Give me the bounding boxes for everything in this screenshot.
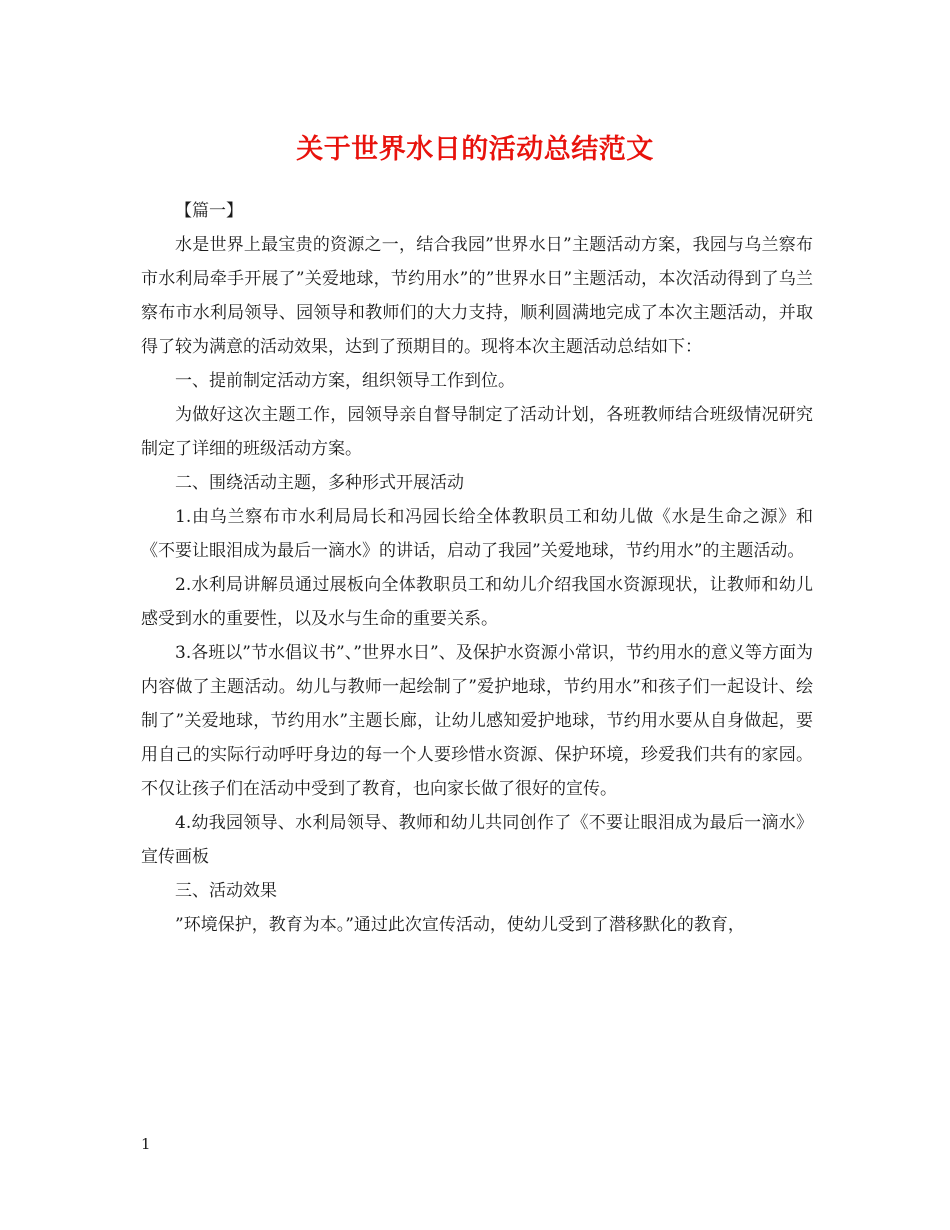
list-item: 4.幼我园领导、水利局领导、教师和幼儿共同创作了《不要让眼泪成为最后一滴水》宣传画板 xyxy=(141,813,813,867)
page-number: 1 xyxy=(141,1135,151,1153)
list-item: 2.水利局讲解员通过展板向全体教职员工和幼儿介绍我国水资源现状，让教师和幼儿感受到水的重要性，以及水与生命的重要关系。 xyxy=(141,575,813,629)
paragraph: ”环境保护，教育为本。”通过此次宣传活动，使幼儿受到了潜移默化的教育， xyxy=(175,915,745,935)
document-body xyxy=(141,194,813,942)
list-item: 1.由乌兰察布市水利局局长和冯园长给全体教职员工和幼儿做《水是生命之源》和《不要让眼泪成为最后一滴水》的讲话，启动了我园”关爱地球，节约用水”的主题活动。 xyxy=(141,507,813,561)
list-item: 3.各班以”节水倡议书”、”世界水日”、及保护水资源小常识，节约用水的意义等方面为内容做了主题活动。幼儿与教师一起绘制了”爱护地球，节约用水”和孩子们一起设计、绘制了”关爱地球，节约用水”主题长廊，让幼儿感知爱护地球，节约用水要从自身做起，要用自己的实际行动呼吁身边的每一个人要珍惜水资源、保护环境，珍爱我们共有的家园。不仅让孩子们在活动中受到了教育，也向家长做了很好的宣传。 xyxy=(141,643,813,799)
section-tag: 【篇一】 xyxy=(175,201,243,221)
section-heading: 三、活动效果 xyxy=(175,881,277,901)
section-heading: 一、提前制定活动方案，组织领导工作到位。 xyxy=(175,371,515,391)
paragraph: 为做好这次主题工作，园领导亲自督导制定了活动计划，各班教师结合班级情况研究制定了详细的班级活动方案。 xyxy=(141,405,813,459)
document-title: 关于世界水日的活动总结范文 xyxy=(296,134,654,165)
section-heading: 二、围绕活动主题，多种形式开展活动 xyxy=(175,473,464,493)
paragraph: 水是世界上最宝贵的资源之一，结合我园”世界水日”主题活动方案，我园与乌兰察布市水利局牵手开展了”关爱地球，节约用水”的”世界水日”主题活动，本次活动得到了乌兰察布市水利局领导、园领导和教师们的大力支持，顺利圆满地完成了本次主题活动，并取得了较为满意的活动效果，达到了预期目的。现将本次主题活动总结如下： xyxy=(141,235,813,357)
